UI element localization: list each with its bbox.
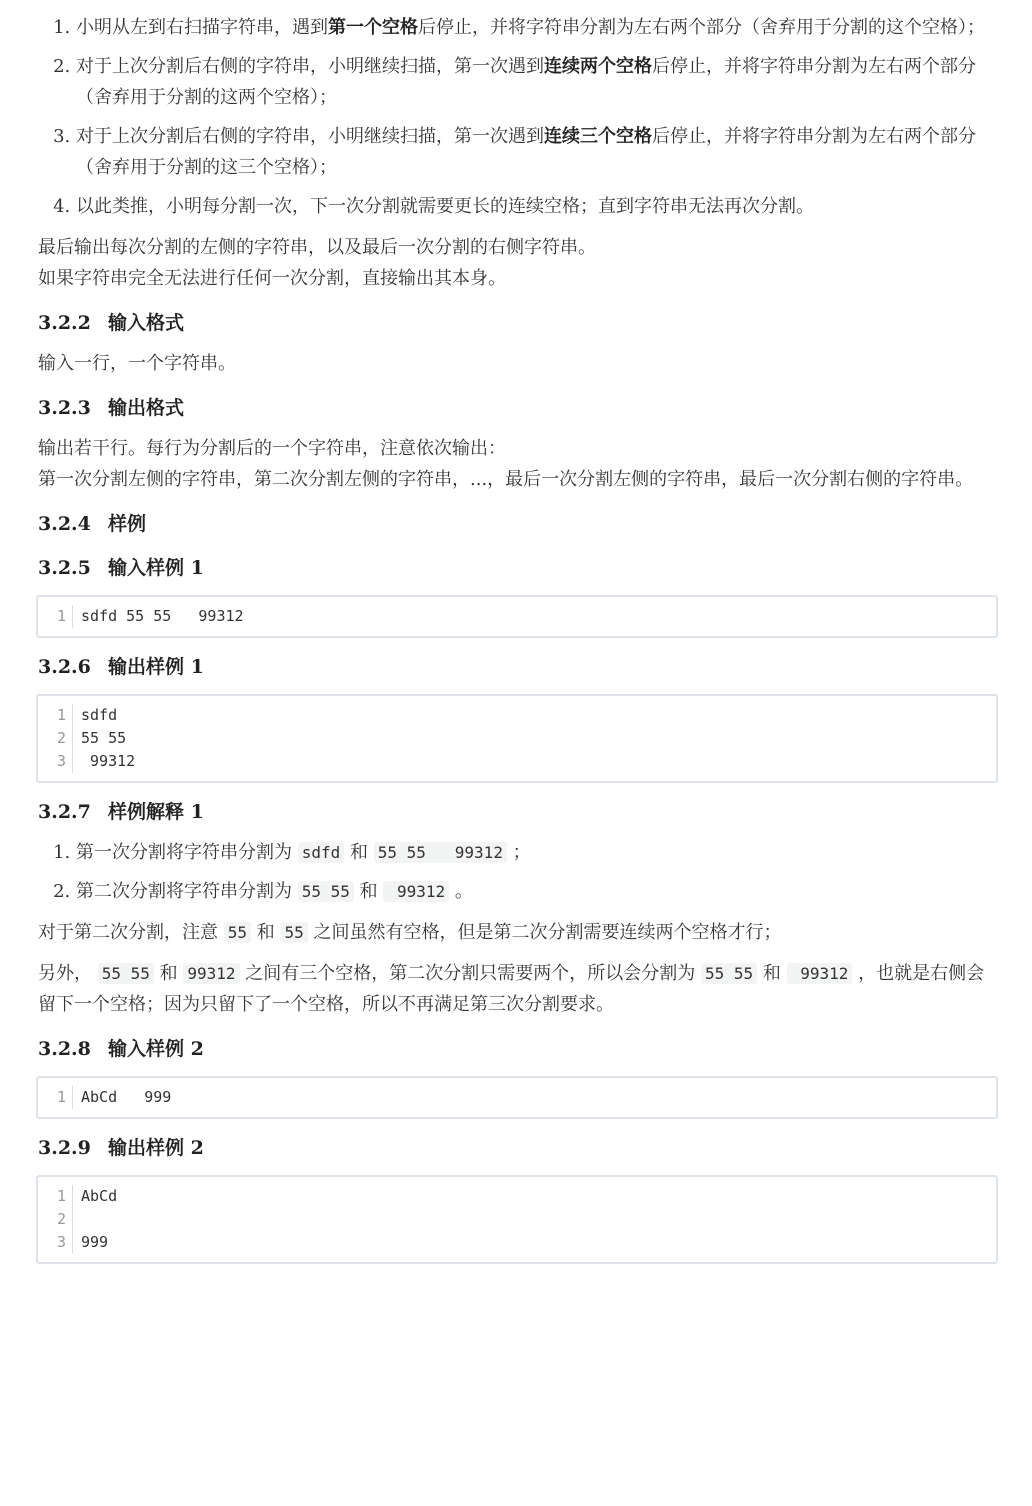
output-sample-2-codeblock[interactable] [36,1175,998,1264]
output-sample-1-codeblock[interactable] [36,694,998,783]
section-heading: 3.2.7 样例解释 1 [38,801,204,823]
code-line: 1 sdfd [38,704,996,727]
section-heading: 3.2.3 输出格式 [38,397,185,419]
explain-list [38,837,998,907]
step-item: 3. 对于上次分割后右侧的字符串，小明继续扫描，第一次遇到连续三个空格后停止，并将字符串分割为左右两个部分（舍弃用于分割的这三个空格）； [76,121,998,183]
explain-item: 2. 第二次分割将字符串分割为 55 55 和 99312 。 [76,876,998,907]
section-heading: 3.2.5 输入样例 1 [38,557,204,579]
code-line: 1 AbCd [38,1185,996,1208]
note-paragraph-2: 另外， 55 55 和 99312 之间有三个空格，第二次分割只需要两个，所以会分割为 55 55 和 99312 ，也就是右侧会留下一个空格；因为只留下了一个空格，所以不再满足第三次分割要求。 [38,963,985,1015]
section-heading: 3.2.8 输入样例 2 [38,1038,204,1060]
code-line: 3 99312 [38,750,996,773]
step-item: 4. 以此类推，小明每分割一次，下一次分割就需要更长的连续空格；直到字符串无法再次分割。 [76,191,998,222]
input-sample-1-codeblock[interactable] [36,595,998,638]
output-desc-line1: 最后输出每次分割的左侧的字符串，以及最后一次分割的右侧字符串。 [38,237,596,258]
section-heading: 3.2.2 输入格式 [38,312,185,334]
code-line: 1 sdfd 55 55 99312 [38,605,996,628]
section-heading: 3.2.6 输出样例 1 [38,656,204,678]
explain-item: 1. 第一次分割将字符串分割为 sdfd 和 55 55 99312 ； [76,837,998,868]
step-item: 1. 小明从左到右扫描字符串，遇到第一个空格后停止，并将字符串分割为左右两个部分（舍弃用于分割的这个空格）； [76,12,998,43]
section-heading: 3.2.9 输出样例 2 [38,1137,204,1159]
split-steps-list [38,12,998,222]
step-item: 2. 对于上次分割后右侧的字符串，小明继续扫描，第一次遇到连续两个空格后停止，并将字符串分割为左右两个部分（舍弃用于分割的这两个空格）； [76,51,998,113]
section-heading: 3.2.4 样例 [38,513,147,535]
code-line: 2 55 55 [38,727,996,750]
input-sample-2-codeblock[interactable] [36,1076,998,1119]
code-line: 2 [38,1208,996,1231]
code-line: 3 999 [38,1231,996,1254]
code-line: 1 AbCd 999 [38,1086,996,1109]
output-format-line1: 输出若干行。每行为分割后的一个字符串，注意依次输出： [38,438,506,459]
note-paragraph-1: 对于第二次分割，注意 55 和 55 之间虽然有空格，但是第二次分割需要连续两个空格才行； [38,922,782,943]
output-desc-line2: 如果字符串完全无法进行任何一次分割，直接输出其本身。 [38,268,506,289]
output-format-line2: 第一次分割左侧的字符串，第二次分割左侧的字符串，...，最后一次分割左侧的字符串，最后一次分割右侧的字符串。 [38,469,974,490]
input-format-text: 输入一行，一个字符串。 [38,353,236,374]
